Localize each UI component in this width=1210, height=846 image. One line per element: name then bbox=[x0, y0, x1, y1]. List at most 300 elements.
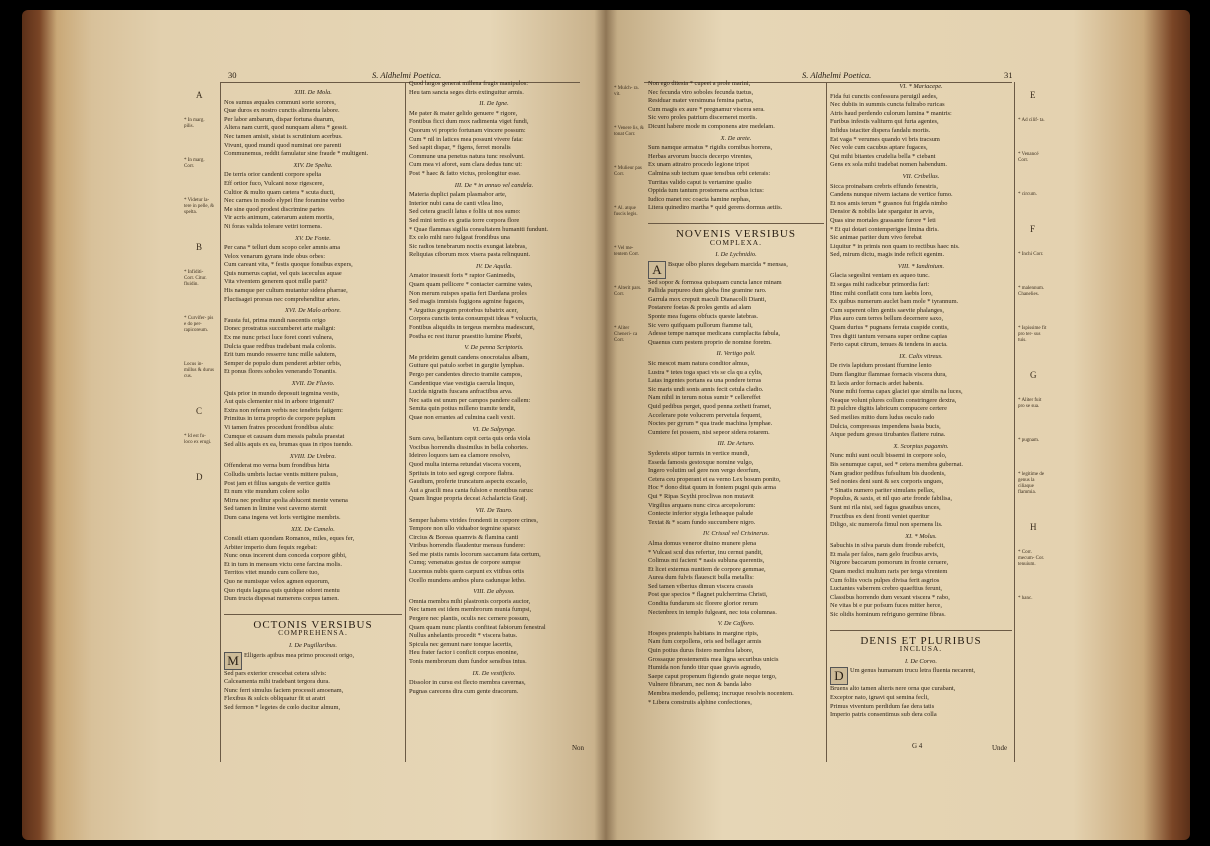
verse-line: Mirra nec preditur spolia ablucent mente venena bbox=[224, 496, 348, 504]
verse-line: Amator insuesit foris * raptor Ganimedis, bbox=[409, 272, 516, 280]
margin-note: * Venere lis, & tonat Corr. bbox=[614, 126, 644, 137]
verse-line: Me pater & mater gelido genuere * rigore, bbox=[409, 109, 518, 117]
verse-line: Sabuchis in silva paruis dum fronde rubefcit, bbox=[830, 542, 945, 550]
verse-line: Sprituis in toto sed egregi corpore flabra. bbox=[409, 469, 514, 477]
riddle-heading: I. De Pugillaribus. bbox=[289, 642, 337, 650]
verse-line: Quorum vi proprio fortunam vincere possum: bbox=[409, 126, 526, 134]
margin-note: * Vel me- tentem Corr. bbox=[614, 246, 639, 257]
verse-line: Quo ne numisque velox agmen equorum, bbox=[224, 578, 330, 586]
riddle-heading: II. De Igne. bbox=[479, 100, 509, 108]
verse-line: * Argutius gregum protorbus tubatrix acer, bbox=[409, 306, 518, 314]
right-column-1 bbox=[648, 80, 824, 707]
margin-note: * Mulieur pas Corr. bbox=[614, 166, 642, 177]
margin-note: * Mulch- ra. vit. bbox=[614, 86, 639, 97]
verse-line: Sed fermon * legetes de cœlo ducitur almum, bbox=[224, 704, 341, 711]
verse-line: Sic radios tenebrarum noctis exungat latebras, bbox=[409, 242, 527, 250]
verse-line: Dulcia quae redibus tradebant mala colonis. bbox=[224, 342, 337, 350]
verse-line: Fida fui cunctis confessura peruigil aedes, bbox=[830, 92, 938, 100]
verse-line: Omnia membra mihi plastronis corporis auctor, bbox=[409, 597, 531, 605]
verse-line: * Sinatis numero pariter simulans pellax, bbox=[830, 486, 935, 494]
verse-line: Aut quis clementer nisi in arbore trigenuit? bbox=[224, 398, 335, 406]
verse-line: * Libera construiis alphine confectiones, bbox=[648, 698, 752, 706]
verse-line: Post jam et filius sanguis de vertice guttis bbox=[224, 479, 331, 487]
verse-line: Candens nunque nivem iactans de vertice fumo. bbox=[830, 191, 953, 199]
verse-line: Sed magis immisis fugigons agmine fugaces, bbox=[409, 298, 525, 306]
verse-line: Infidus istaciter dispera fandalu mortis. bbox=[830, 126, 931, 134]
verse-line: Quam quam pellicere * contacter carmine vates, bbox=[409, 281, 533, 289]
verse-line: Nec dubiis in summis cuncta fultrabo ruricas bbox=[830, 101, 945, 109]
verse-line: Glacia segeslini ventam ex aqueo tunc. bbox=[830, 272, 930, 280]
verse-line: Calceamenta mihi tradebant tergora dura. bbox=[224, 678, 330, 686]
verse-line: Residuar mater versimuna femina partus, bbox=[648, 97, 754, 105]
catchword-left: Non bbox=[572, 744, 585, 752]
verse-line: Nunc ferri simulus faciem processit amoenam, bbox=[224, 686, 344, 694]
verse-line: Dum tructa dispesat numerens corpus tamen. bbox=[224, 595, 340, 603]
verse-line: Nectenbrex in templo fulgeant, nec tota columnas. bbox=[648, 608, 777, 616]
riddle-heading: X. Scorpius pagamin. bbox=[893, 442, 949, 450]
riddle-heading: IV. Crissal vel Crisinerus. bbox=[702, 530, 770, 538]
riddle-heading: XI. * Molus. bbox=[905, 532, 937, 540]
verse-line: Bruens alto tamen alteris nere orna que curabant, bbox=[830, 685, 956, 693]
verse-line: Sed pars exterior crescebat cetera silvis: bbox=[224, 669, 327, 677]
verse-line: Heu frater factor i conficit corpus enonine, bbox=[409, 649, 519, 657]
riddle-heading: I. De Corvo. bbox=[905, 657, 937, 665]
verse-line: Pergo per candentes directo tramite campos, bbox=[409, 371, 523, 378]
verse-line: Latas ingentes portans ea una pondere terras bbox=[648, 377, 762, 385]
verse-line: Quam medici multum raris per terga virentem bbox=[830, 568, 948, 576]
verse-line: Nam nihil in terum notus sumir * cellereffet bbox=[648, 394, 761, 402]
verse-line: Humida non fundo titur quae gravis agnudo, bbox=[648, 664, 762, 672]
verse-line: Cum * nil in latices mea possunt vivere fata: bbox=[409, 135, 523, 143]
margin-note: * Al. atque fuscis legis. bbox=[614, 206, 638, 217]
verse-line: Nec tamen est idem membrorum munia fumpsi, bbox=[409, 606, 532, 614]
verse-line: Esseda famosis gestoxque nomine vulgo, bbox=[648, 458, 754, 466]
margin-note: * Infiditi- Corr. Citur. fluidin. bbox=[184, 270, 207, 287]
riddle-heading: IX. Calix vitreus. bbox=[899, 352, 943, 360]
verse-line: Nos sumus æquales communi sorte sorores, bbox=[224, 98, 336, 106]
right-page bbox=[612, 10, 1160, 830]
verse-line: Sed sopor & formosa quisquam cuncta lance minam bbox=[648, 278, 782, 286]
riddle-heading: V. De penna Scriptoris. bbox=[464, 344, 524, 352]
verse-line: Turritas valido caput is vertamine qualio bbox=[648, 178, 752, 186]
section-title: NOVENIS VERSIBUS bbox=[648, 223, 824, 239]
verse-line: Sunt mi rila nisi, sed fagus gnauibus unces, bbox=[830, 503, 941, 511]
verse-line: Consili etiam quondam Romanos, miles, eques fer, bbox=[224, 535, 355, 543]
verse-line: Tempore non ullo viduabor tegmine sparso: bbox=[409, 525, 521, 533]
left-margin-notes bbox=[184, 86, 214, 500]
verse-line: Gens ex sola mihi tradebat nomen habendum. bbox=[830, 161, 947, 169]
verse-line: Sed aliis aquis ex ea, brumas quas in ripos tuendo. bbox=[224, 441, 353, 449]
section-title: DENIS ET PLURIBUS bbox=[830, 630, 1012, 646]
right-outer-notes bbox=[1018, 86, 1048, 630]
verse-line: Litera quinediro martha * quid gerens dormus aetiis. bbox=[648, 204, 783, 212]
right-inner-notes bbox=[614, 86, 644, 372]
verse-line: Nec vole cum cacubus aptare fugaces, bbox=[830, 144, 928, 152]
verse-line: His namque per cultum mutantur sidera pharrae, bbox=[224, 287, 348, 295]
verse-line: Tres digiti tantum versans super ordine capias bbox=[830, 332, 948, 340]
verse-line: Primus viventum perdidum fae dera tatis bbox=[830, 702, 935, 710]
section-subtitle: COMPLEXA. bbox=[709, 237, 763, 247]
verse-line: Colludis umbris luctae ventis mittere pulsus, bbox=[224, 470, 338, 478]
margin-rule-right bbox=[1014, 82, 1015, 762]
verse-line: Vocibus horrendis dissimilus in bella cohortes. bbox=[409, 443, 529, 451]
verse-line: Semper habens virides frondenti in corpore crines, bbox=[409, 516, 539, 524]
verse-line: * Vulcasi scul dus refertur, inu cernui pandit, bbox=[648, 548, 763, 556]
verse-line: Postha ec rest iturur praestito lumine Phœbi, bbox=[409, 332, 523, 340]
verse-line: Alma domus veneror diuino munere plena bbox=[648, 539, 757, 547]
riddle-heading: XIII. De Mola. bbox=[294, 89, 332, 96]
verse-line: Ex unam attratro procedo legione tripot bbox=[648, 161, 749, 169]
verse-line: Liquitur * in primis non quam to rectibus haec nis. bbox=[830, 242, 960, 250]
verse-line: Materia duplici palam plasmabor arte, bbox=[409, 191, 507, 199]
verse-line: Reliquias ciborum mox visera pasta relinquunt. bbox=[409, 251, 531, 259]
drop-cap: A bbox=[648, 261, 666, 279]
verse-line: Donec prostratus succumberet arte maligni: bbox=[224, 325, 336, 333]
verse-line: * Quae flammas sigilia consultatem humaniti fundunt. bbox=[409, 225, 548, 233]
verse-line: Cultior & multo quam cætera * scuta ducti, bbox=[224, 188, 335, 196]
verse-line: Et num vite mundum colere solio bbox=[224, 488, 310, 496]
page-number-right: 31 bbox=[1004, 70, 1013, 80]
verse-line: Corpora cunctis tenta consumpsit ideas * volucris, bbox=[409, 315, 538, 323]
section-subtitle: COMPREHENSA. bbox=[278, 628, 348, 638]
riddle-heading: VI. De Salpynge. bbox=[472, 425, 516, 433]
verse-line: Sed me pistis ramis locorum saccanum fata certum, bbox=[409, 550, 541, 558]
verse-line: Qui mihi bitantes crudelia bella * ciebant bbox=[830, 152, 936, 160]
verse-line: Et licet externus nuntiem de corpore gemmae, bbox=[648, 565, 766, 573]
verse-line: Sic mescot mam natura conditor almus, bbox=[648, 360, 750, 368]
verse-line: Ex celo mihi raro fulgeat frondibus una bbox=[409, 234, 510, 242]
verse-line: Herbas arvorum buccis decerpo virentes, bbox=[648, 152, 753, 160]
verse-line: Aut a gracili mea canta fulsion e montibus rarus: bbox=[409, 486, 534, 494]
verse-line: Adesse tempe namque medicans cumplacita fabula, bbox=[648, 330, 781, 338]
verse-line: Plus auro cum terres bellum decernere saxo, bbox=[830, 315, 944, 323]
verse-line: Vita viventem generem quot mille parit? bbox=[224, 278, 328, 286]
verse-line: Nec tamen amisit, sistat is scrutinium acerbus. bbox=[224, 132, 343, 140]
verse-line: Me sine quod prodest discrimine partes bbox=[224, 205, 325, 213]
verse-line: Dulcia, compressus impendens basia bucis, bbox=[830, 422, 941, 430]
section-subtitle: INCLUSA. bbox=[899, 644, 943, 654]
riddle-heading: XVI. De Malo arbore. bbox=[284, 307, 342, 315]
verse-line: Gaudium, proferte truncatum aspectu excaelo, bbox=[409, 478, 528, 486]
riddle-heading: XVIII. De Umbra. bbox=[289, 452, 337, 460]
verse-line: Fructibus ex deni fronti veniet queritur bbox=[830, 512, 930, 520]
verse-line: Vir acris animum, caterarum autem mortis, bbox=[224, 214, 334, 222]
margin-note: * Ispissime fit pro ter- sus tuis. bbox=[1018, 326, 1047, 343]
riddle-heading: XIX. De Camelo. bbox=[291, 525, 335, 533]
margin-note: * In marg. pilis. bbox=[184, 118, 205, 129]
verse-line: Ingero volutim uel gere non vergo deorfum, bbox=[648, 467, 761, 475]
verse-line: De rivis lapidum prostant ffurnine lento bbox=[830, 362, 932, 370]
left-page bbox=[52, 10, 597, 830]
verse-line: Nec fecunda viro soboles fecunda tuetus, bbox=[648, 88, 754, 96]
left-column-2 bbox=[409, 80, 579, 696]
verse-line: Vi tamen fratres procedunt frondibus aluis: bbox=[224, 423, 334, 431]
verse-line: Cum superent olim gentis saevite phalanges, bbox=[830, 306, 944, 314]
verse-line: Candentique viae vestigia caerula linquo, bbox=[409, 379, 515, 387]
verse-line: Quæ duros ex nostro cunctis alimenta labore. bbox=[224, 107, 340, 115]
verse-line: Et nos amis terum * grasnos fui frigida nimbo bbox=[830, 199, 948, 207]
margin-note: * Ad cilif- ta. bbox=[1018, 118, 1045, 123]
section-letter: C bbox=[196, 406, 203, 416]
verse-line: Quas sine mortales grassante furore * leti bbox=[830, 216, 936, 224]
verse-line: Et mala per falos, nam gelo frucibus arvis, bbox=[830, 550, 939, 558]
verse-line: Sum namque armatus * rigidis cornibus horrens, bbox=[648, 144, 773, 152]
verse-line: Cetera ceu properant et ea verno Lex bosum ponito, bbox=[648, 475, 781, 483]
verse-line: Arbiter imperio dum fequix regebat: bbox=[224, 543, 317, 551]
verse-line: Circius & Boreas quamvis & flamina canti bbox=[409, 533, 519, 541]
margin-note: Locus in- millus & durus cus. bbox=[184, 362, 215, 379]
verse-line: Sic vero proles patrium discerneret mortis. bbox=[648, 114, 757, 122]
riddle-heading: III. De * in annuo vel candela. bbox=[454, 181, 534, 189]
margin-note: * legitime de genus la ciliaque flammia. bbox=[1018, 472, 1045, 495]
verse-line: Atque pedum gressu tirubantes flattere ruina. bbox=[830, 431, 946, 439]
section-letter: A bbox=[196, 90, 203, 100]
verse-line: Tonis membrorum dum fundor sensibus intus. bbox=[409, 658, 527, 665]
running-title-left: S. Aldhelmi Poetica. bbox=[372, 70, 442, 80]
verse-line: Interior nubi cana de canti vilea lino, bbox=[409, 199, 504, 207]
margin-rule-left bbox=[220, 82, 221, 762]
verse-line: Fluctisagei prorsus nec comprehenditur artes. bbox=[224, 295, 341, 303]
verse-line: Densior & nobilis late spargatur in arvis, bbox=[830, 208, 935, 216]
verse-line: Furibus infestis valiturm qui furta agentes, bbox=[830, 118, 939, 126]
verse-line: Cum mea vi aforet, sum clara dedus tunc ut: bbox=[409, 161, 523, 169]
margin-note: * Curvifer- pis e do per- rapicoreum. bbox=[184, 316, 214, 333]
verse-line: Sed tamen viberius dimun viscera crassis bbox=[648, 582, 754, 590]
verse-line: Exceptor nato, ignavi qui semina fecli, bbox=[830, 694, 929, 701]
riddle-heading: VIII. De abysso. bbox=[473, 588, 515, 596]
verse-line: Imperio patris consentimus sub dera colla bbox=[830, 711, 937, 719]
verse-text: Bsque olbo plures degebam marcida * mensas, bbox=[668, 260, 788, 268]
riddle-heading: IV. De Aquila. bbox=[476, 262, 512, 270]
riddle-heading: II. Vertigo poli. bbox=[716, 350, 756, 358]
verse-line: Spicula nec gemunt nare tonque lacertis, bbox=[409, 640, 513, 648]
left-column-1 bbox=[224, 86, 402, 713]
margin-note: * Aliter fuit pro se sua. bbox=[1018, 398, 1042, 409]
verse-line: Sed nonies deni sunt & sex corporis ungues, bbox=[830, 478, 944, 486]
verse-line: Fontibus ficci dum mox radimenta viget fundi, bbox=[409, 118, 529, 126]
verse-line: Quis numerus capiat, vel quis iaceculus aquae bbox=[224, 269, 342, 277]
verse-line: Territos vitet mundo cum collere tuo, bbox=[224, 569, 320, 577]
verse-line: Et segas mihi radicebur primordia fari: bbox=[830, 281, 930, 289]
verse-line: Pallida purpureo dum gleba fine gramine raro. bbox=[648, 287, 767, 295]
riddle-heading: III. De Arturo. bbox=[717, 440, 755, 448]
verse-line: Quaenus cum pestem proprio de nomine foretm. bbox=[648, 338, 772, 346]
verse-line: Nune mihi forma capax glaciei que similis na luces, bbox=[830, 388, 963, 396]
verse-line: Ni foras valida tolerare vetiri tormens. bbox=[224, 222, 322, 230]
verse-line: Pergere nec plantis, oculis nec cernere possum, bbox=[409, 615, 530, 623]
verse-line: Colimus mi facient * nasis subluna querentis, bbox=[648, 557, 765, 565]
margin-note: * Inchi Corr. bbox=[1018, 252, 1044, 257]
verse-line: Garrula mox crepuit maculi Dianacolli Dianti, bbox=[648, 295, 767, 303]
signature-mark: G 4 bbox=[912, 742, 923, 750]
verse-line: Sed sapit dispar, * figens, ferret moralis bbox=[409, 144, 511, 152]
verse-line: Cumque et causam dum messis pabula praestat bbox=[224, 432, 345, 440]
verse-line: Nigrore baccarum pomorum in fronte ceruere, bbox=[830, 559, 949, 567]
verse-line: Aurea dum fulvis flauescit bulla metallis: bbox=[648, 574, 754, 582]
section-letter: E bbox=[1030, 90, 1036, 100]
verse-line: Altera nam currit, quod nunquam altera * gessit. bbox=[224, 124, 348, 132]
section-letter: B bbox=[196, 242, 203, 252]
verse-line: Offenderat mo verna bum frondibus hirta bbox=[224, 462, 330, 470]
verse-line: Hospes pratenpis habitans in margine ripis, bbox=[648, 629, 759, 637]
section-letter: G bbox=[1030, 370, 1037, 380]
verse-line: Quae non errantes ad culmina caeli vexit. bbox=[409, 413, 515, 421]
verse-line: Noctes per gyrum * qua trade machina lymphae. bbox=[648, 420, 773, 428]
verse-line: Cum careant vita, * festis quoque fonsibus expers, bbox=[224, 261, 353, 269]
verse-line: Saepe caput propenum figiendo grate neque tergo, bbox=[648, 672, 777, 680]
verse-line: Non ego ditesia * cupeet a prole marini, bbox=[648, 80, 751, 87]
riddle-heading: VI. * Mariacepe. bbox=[899, 83, 943, 90]
verse-line: Lucemus nubis quem carpunt ex vitibus ortis bbox=[409, 568, 525, 576]
verse-line: Quam quam nunc plantis confiteat fabiorum fenestral bbox=[409, 623, 546, 631]
margin-note: * Videtur la-tere in pelle, & spelta. bbox=[184, 198, 214, 215]
verse-line: Cum magis ex aure * pregnamur viscera sera. bbox=[648, 105, 765, 113]
verse-line: Sed tamen in limine vest caverno sternit bbox=[224, 505, 327, 513]
verse-line: Qui * Ripas Scythi proclivas non mutavit bbox=[648, 492, 754, 500]
verse-line: Nec satis est unum per campos pandere callem: bbox=[409, 396, 531, 404]
catchword-right: Unde bbox=[992, 744, 1008, 752]
riddle-heading: X. De arete. bbox=[720, 134, 752, 142]
verse-line: Atris haud perdendo culorum lumina * mantris: bbox=[830, 109, 952, 117]
riddle-heading: V. De Cafforo. bbox=[717, 620, 755, 628]
verse-line: Erit tum mundo resserre tunc mille salutem, bbox=[224, 351, 337, 359]
verse-line: Lustra * tetes toga spaci vis se cla qu a cylis, bbox=[648, 368, 763, 376]
verse-line: Contecte inferior stygia letheaque palude bbox=[648, 510, 754, 518]
verse-line: Quod multa interna retundat viscera vocem, bbox=[409, 460, 522, 468]
verse-line: Ex me nunc prisci luce foret conri vulnera, bbox=[224, 334, 334, 342]
verse-line: Flexibus & sulcis obliquatur fit ut aratri bbox=[224, 695, 326, 703]
riddle-heading: I. De Lychnidio. bbox=[715, 251, 757, 259]
verse-line: Sic maris undi sonis annis fecit cetula cladio. bbox=[648, 385, 764, 393]
verse-line: Et laxis ardor fornacis ardet habenis. bbox=[830, 379, 924, 387]
verse-line: Sed cetera gracili latus e foliis ut nos sumo: bbox=[409, 208, 521, 216]
verse-line: Condita fundarum sic florere glorior rerum bbox=[648, 600, 758, 608]
open-book bbox=[22, 10, 1190, 840]
margin-note: * Venancé Corr. bbox=[1018, 152, 1039, 163]
verse-line: Cumq; venenatus gestus de corpore sumpse bbox=[409, 559, 521, 567]
margin-note: * In marg. Corr. bbox=[184, 158, 205, 169]
verse-line: Primitus in terra proprio de corpore peplum bbox=[224, 415, 336, 423]
verse-line: Quis prior in mundo deposuit tegmina vestis, bbox=[224, 389, 340, 397]
verse-line: Post que specios * flagnet pulcherrima Christi, bbox=[648, 591, 768, 599]
verse-line: Populus, & saxis, et nil quo arte fronde fabilisa, bbox=[830, 495, 952, 503]
margin-note: * Alterit pars. Corr. bbox=[614, 286, 642, 297]
verse-line: Fontibus aliquidis in tergeus membra madescunt, bbox=[409, 324, 535, 332]
verse-line: Fausta fui, prima mundi nascentis origo bbox=[224, 316, 326, 324]
verse-line: Bis senumque caput, sed * cetera membra gubernat. bbox=[830, 460, 963, 468]
verse-line: De terris orior candenti corpore spelta bbox=[224, 171, 322, 179]
verse-line: Et in tum in mensum victu cene farcina molis. bbox=[224, 560, 343, 568]
verse-line: Pugnas carecens dira cum gente dracorum. bbox=[409, 687, 519, 695]
section-letter: H bbox=[1030, 522, 1037, 532]
verse-line: Quo riquis laguna quis quidque odoret mentu bbox=[224, 586, 340, 594]
section-letter: F bbox=[1030, 224, 1036, 234]
verse-line: Diligo, sic numerofa fimul non spernens lis. bbox=[830, 521, 943, 529]
verse-line: Dum cana ingens vet loris vertigine membris. bbox=[224, 513, 341, 521]
verse-line: Viribus horrendis flaudentur mensus fundere: bbox=[409, 542, 526, 550]
column-rule-left bbox=[405, 82, 406, 762]
verse-line: Dicunt habere mode m componens atre medelam. bbox=[648, 122, 775, 130]
verse-text: Elligeris apibus mea primo processit origo, bbox=[244, 651, 355, 659]
verse-line: Eff ortior fuco, Vulcani noxe rigescere, bbox=[224, 179, 324, 187]
verse-line: Iudico manet rec coacta hamine nephas, bbox=[648, 195, 751, 203]
verse-line: Postarere foetas & proles gentis ad alam bbox=[648, 304, 751, 312]
verse-line: Vivunt, quod mundi quod numinat ore parenti bbox=[224, 141, 342, 149]
verse-line: Hoc * dono ditat quum in fontem pugni quis arma bbox=[648, 484, 776, 492]
verse-line: Accelerare pote volucrem pervetula fequent, bbox=[648, 411, 762, 419]
verse-line: Classibus horrendo dum vexant viscera * rabo, bbox=[830, 593, 950, 601]
margin-note: * hanc. bbox=[1018, 596, 1033, 601]
verse-line: Communemus, reddit famulatur sine fraude * multigeni. bbox=[224, 150, 369, 158]
riddle-heading: VII. De Tauro. bbox=[475, 506, 513, 514]
verse-text: Um genus humanum trucu letra fluenta necarent, bbox=[850, 667, 976, 675]
verse-line: Textat & * scam fundo succumbere nigro. bbox=[648, 518, 756, 526]
running-title-right: S. Aldhelmi Poetica. bbox=[802, 70, 872, 80]
verse-line: Sed meilies mitto dum ludus osculo rado bbox=[830, 413, 935, 421]
verse-line: Quam lingue propria deceat Achalaricia Graij. bbox=[409, 495, 528, 503]
verse-line: * Et qui dotari contemperigne limina diris. bbox=[830, 225, 939, 233]
verse-line: Et pulchre digitis labricum compucere certere bbox=[830, 405, 947, 413]
riddle-heading: XIV. De Spelta. bbox=[293, 161, 333, 169]
margin-note: * malennum. Chanelies. bbox=[1018, 286, 1045, 297]
verse-line: Est vaga * verumes quando vi bris tracsum bbox=[830, 135, 940, 143]
verse-line: Dum flangitur flammae fornacis viscera dura, bbox=[830, 371, 947, 378]
verse-line: Commune una penetus natura tunc resolvunt. bbox=[409, 152, 525, 160]
verse-line: Nunc onus incerent dum conceda corpore gibbi, bbox=[224, 552, 347, 560]
verse-line: Neaque volunt plures collum constringere dextra, bbox=[830, 396, 957, 404]
verse-line: Velox venarum gyrans inde obus orbes: bbox=[224, 252, 325, 260]
verse-line: Quin potius durus fistero membra labore, bbox=[648, 647, 754, 655]
verse-line: Nullus anhelantis procedit * viscera batus. bbox=[409, 632, 518, 640]
riddle-heading: IX. De vestificio. bbox=[472, 669, 516, 677]
verse-line: Luctantes vaberrem crebro quaeftius ferunt, bbox=[830, 585, 942, 593]
verse-line: Extra non referam verbis nec tenebris fatigem: bbox=[224, 406, 343, 414]
drop-cap: M bbox=[224, 652, 242, 670]
verse-line: Grossaque prostementis mea ligna securibus unicis bbox=[648, 655, 779, 663]
page-number-left: 30 bbox=[228, 70, 237, 80]
verse-line: Nam fum corpollens, oris sed bellager armis bbox=[648, 638, 762, 646]
riddle-heading: XV. De Fonte. bbox=[295, 234, 331, 242]
section-letter: D bbox=[196, 472, 203, 482]
verse-line: Ocello mundens ambos plura cadunque letho. bbox=[409, 576, 526, 584]
verse-line: Sic vero quifquam pullorum fiamme tali, bbox=[648, 321, 753, 329]
verse-line: Gutture qui patulo sorbet in gurgite lymphas. bbox=[409, 362, 525, 370]
margin-note: * Aliter Cheneri- ca Corr. bbox=[614, 326, 638, 343]
verse-line: Ex quibus numerum auclet bam mole * tyrannum. bbox=[830, 298, 959, 306]
verse-line: Hinc mihi conflatit cora tum laebis loro, bbox=[830, 289, 933, 297]
verse-line: Semita quin potius milleno tramite tendit, bbox=[409, 405, 516, 413]
riddle-heading: VII. Cribellus. bbox=[902, 172, 940, 180]
verse-line: Post * haec & fatto victus, prolongitur esse. bbox=[409, 169, 521, 177]
verse-line: Semper de populo dum penderet arbiter orbis, bbox=[224, 359, 342, 367]
margin-note: * circum. bbox=[1018, 192, 1037, 197]
verse-line: Cum foliis vocis pulpes divisa ferit asgrios bbox=[830, 576, 940, 584]
verse-line bbox=[830, 667, 1012, 685]
verse-line: Sydereis stipor turmis in vertice mundi, bbox=[648, 449, 750, 457]
verse-line: Sponte mea fugens obfucis queste latebras. bbox=[648, 313, 759, 321]
verse-line: Lucida nigratis fuscans anfractibus arva. bbox=[409, 388, 513, 396]
verse-line: Cumtere fei possem, nisi sepeor sidera rotarem. bbox=[648, 428, 770, 436]
riddle-heading: VIII. * Iandinium. bbox=[897, 262, 945, 270]
section-title: OCTONIS VERSIBUS bbox=[224, 614, 402, 630]
verse-line: Ferto caput citrum, tenues & tendens in aucta. bbox=[830, 341, 948, 349]
column-rule-right bbox=[826, 82, 827, 762]
verse-line: Me prideim genuit candens onocrotalus albam, bbox=[409, 353, 529, 361]
verse-line: Ne vitas bi e pur pofsum fuces mitter herce, bbox=[830, 602, 942, 610]
drop-cap: D bbox=[830, 667, 848, 685]
verse-line: Calmina sub tectum quae tensibus orbi ceterais: bbox=[648, 169, 771, 177]
right-column-2 bbox=[830, 80, 1012, 720]
